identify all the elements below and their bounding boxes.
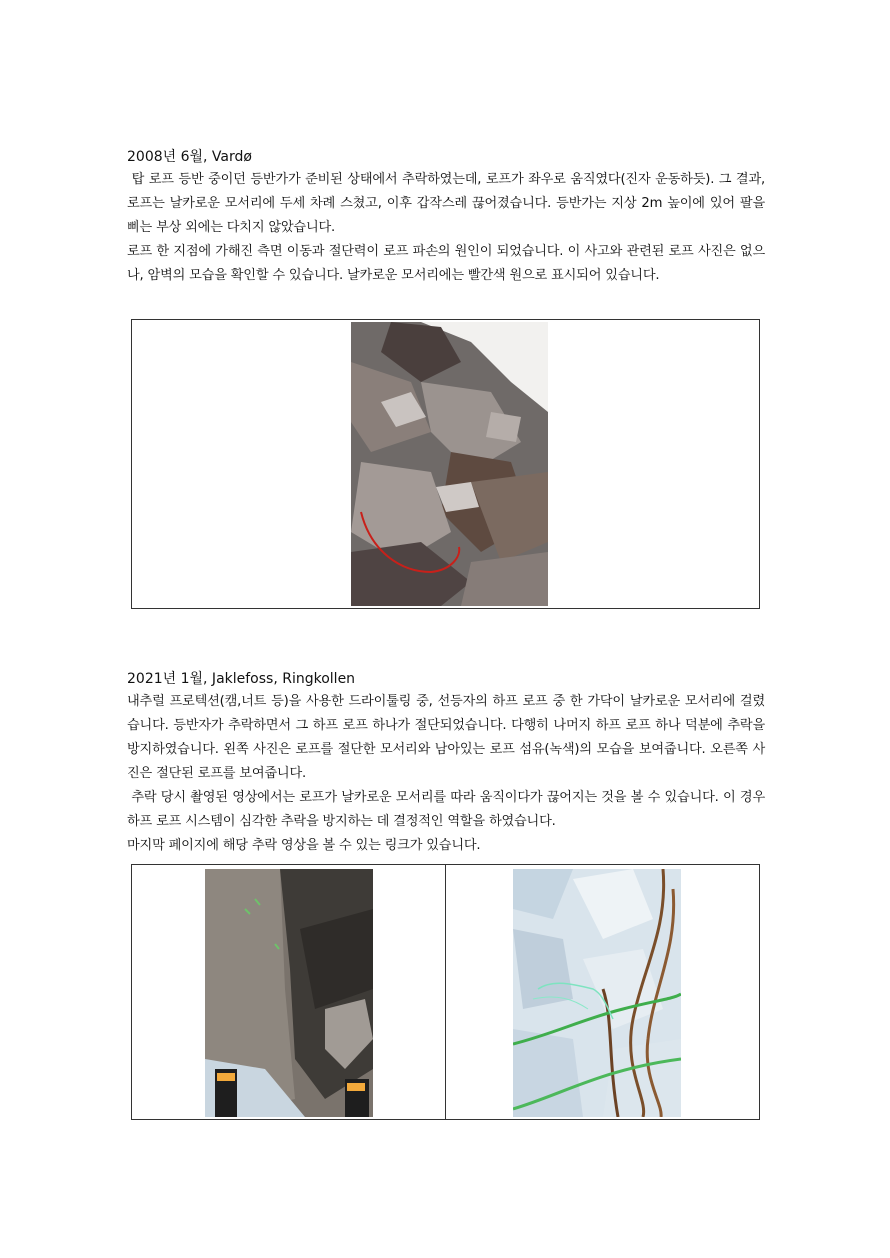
section-paragraph: 내추럴 프로텍션(캠,너트 등)을 사용한 드라이툴링 중, 선등자의 하프 로프 중 한 가닥이 날카로운 모서리에 걸렸습니다. 등반자가 추락하면서 그 하프 로프 하나가 절단되었습니다. 다행히 나머지 하프 로프 하나 덕분에 추락을 방지하였습니다. 왼쪽 사진은 로프를 절단한 모서리와 남아있는 로프 섬유(녹색)의 모습을 보여줍니다. 오른쪽 사진은 절단된 로프를 보여줍니다. [127, 694, 765, 781]
photo-frame-jaklefoss [131, 864, 760, 1120]
cut-rope-photo [513, 869, 681, 1117]
section-paragraph: 탑 로프 등반 중이던 등반가가 준비된 상태에서 추락하였는데, 로프가 좌우로 움직였다(진자 운동하듯). 그 결과, 로프는 날카로운 모서리에 두세 차례 스쳤고, 이후 갑작스레 끊어졌습니다. 등반가는 지상 2m 높이에 있어 팔을 삐는 부상 외에는 다치지 않았습니다. [127, 172, 769, 235]
section-title: 2021년 1월, Jaklefoss, Ringkollen [127, 671, 356, 687]
section-paragraph: 추락 당시 촬영된 영상에서는 로프가 날카로운 모서리를 따라 움직이다가 끊어지는 것을 볼 수 있습니다. 이 경우 하프 로프 시스템이 심각한 추락을 방지하는 데 결정적인 역할을 하였습니다. [127, 790, 769, 829]
incident-section-vardo [127, 146, 769, 288]
section-paragraph: 로프 한 지점에 가해진 측면 이동과 절단력이 로프 파손의 원인이 되었습니다. 이 사고와 관련된 로프 사진은 없으나, 암벽의 모습을 확인할 수 있습니다. 날카로운 모서리에는 빨간색 원으로 표시되어 있습니다. [127, 244, 765, 283]
section-title: 2008년 6월, Vardø [127, 149, 252, 165]
rock-wall-photo [351, 322, 548, 606]
section-paragraph: 마지막 페이지에 해당 추락 영상을 볼 수 있는 링크가 있습니다. [127, 838, 481, 853]
cut-edge-photo [205, 869, 373, 1117]
frame-divider [445, 865, 446, 1119]
photo-frame-vardo [131, 319, 760, 609]
incident-section-jaklefoss [127, 668, 769, 858]
